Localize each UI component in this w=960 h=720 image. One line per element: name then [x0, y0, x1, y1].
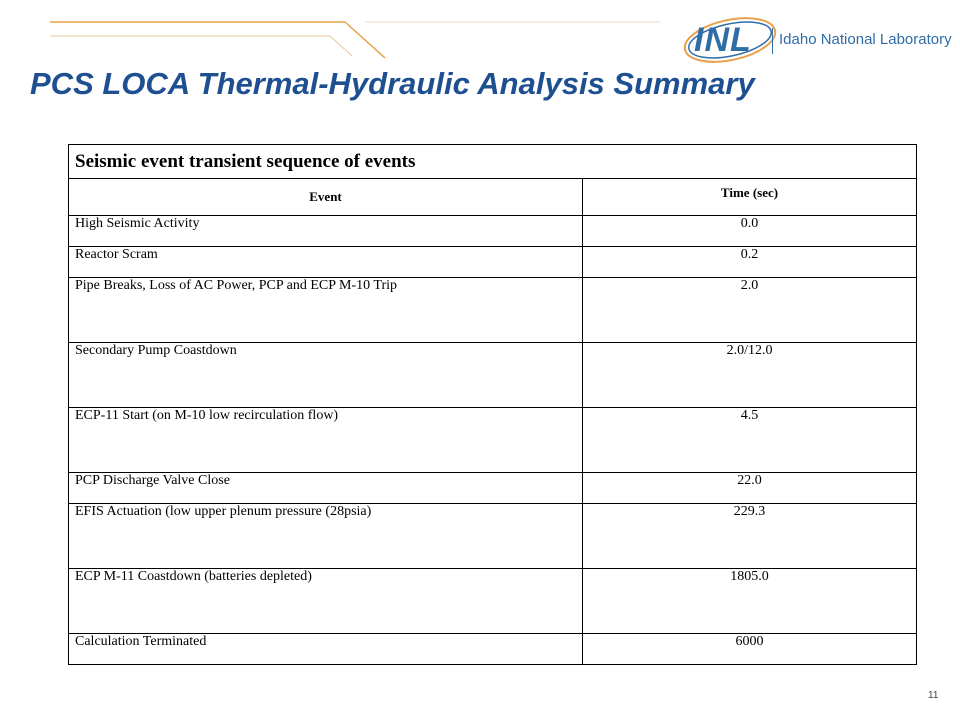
event-cell: Calculation Terminated	[69, 634, 583, 665]
time-cell: 22.0	[583, 473, 917, 504]
logo-divider	[772, 28, 773, 54]
table-row	[69, 216, 917, 247]
event-cell: ECP-11 Start (on M-10 low recirculation flow)	[69, 408, 583, 473]
table-row	[69, 634, 917, 665]
table-row	[69, 569, 917, 634]
time-cell: 0.0	[583, 216, 917, 247]
table-row	[69, 408, 917, 473]
event-cell: Pipe Breaks, Loss of AC Power, PCP and ECP M-10 Trip	[69, 278, 583, 343]
event-cell: Reactor Scram	[69, 247, 583, 278]
event-cell: PCP Discharge Valve Close	[69, 473, 583, 504]
time-cell: 6000	[583, 634, 917, 665]
time-cell: 4.5	[583, 408, 917, 473]
column-header-event: Event	[69, 179, 583, 216]
page-title: PCS LOCA Thermal-Hydraulic Analysis Summary	[30, 66, 755, 101]
table-row	[69, 473, 917, 504]
time-cell: 1805.0	[583, 569, 917, 634]
table-caption: Seismic event transient sequence of events	[69, 145, 917, 179]
event-cell: EFIS Actuation (low upper plenum pressure (28psia)	[69, 504, 583, 569]
logo-org-name: Idaho National Laboratory	[779, 31, 952, 48]
table-row	[69, 278, 917, 343]
inl-logo	[680, 8, 950, 70]
time-cell: 2.0	[583, 278, 917, 343]
table-header-row	[69, 179, 917, 216]
table-row	[69, 343, 917, 408]
table-caption-row	[69, 145, 917, 179]
column-header-time: Time (sec)	[583, 179, 917, 216]
time-cell: 2.0/12.0	[583, 343, 917, 408]
logo-mark: INL	[694, 21, 752, 59]
time-cell: 0.2	[583, 247, 917, 278]
event-cell: ECP M-11 Coastdown (batteries depleted)	[69, 569, 583, 634]
page-number: 11	[928, 690, 939, 701]
table-row	[69, 247, 917, 278]
event-cell: High Seismic Activity	[69, 216, 583, 247]
table-row	[69, 504, 917, 569]
time-cell: 229.3	[583, 504, 917, 569]
event-cell: Secondary Pump Coastdown	[69, 343, 583, 408]
sequence-of-events-table	[68, 144, 917, 665]
